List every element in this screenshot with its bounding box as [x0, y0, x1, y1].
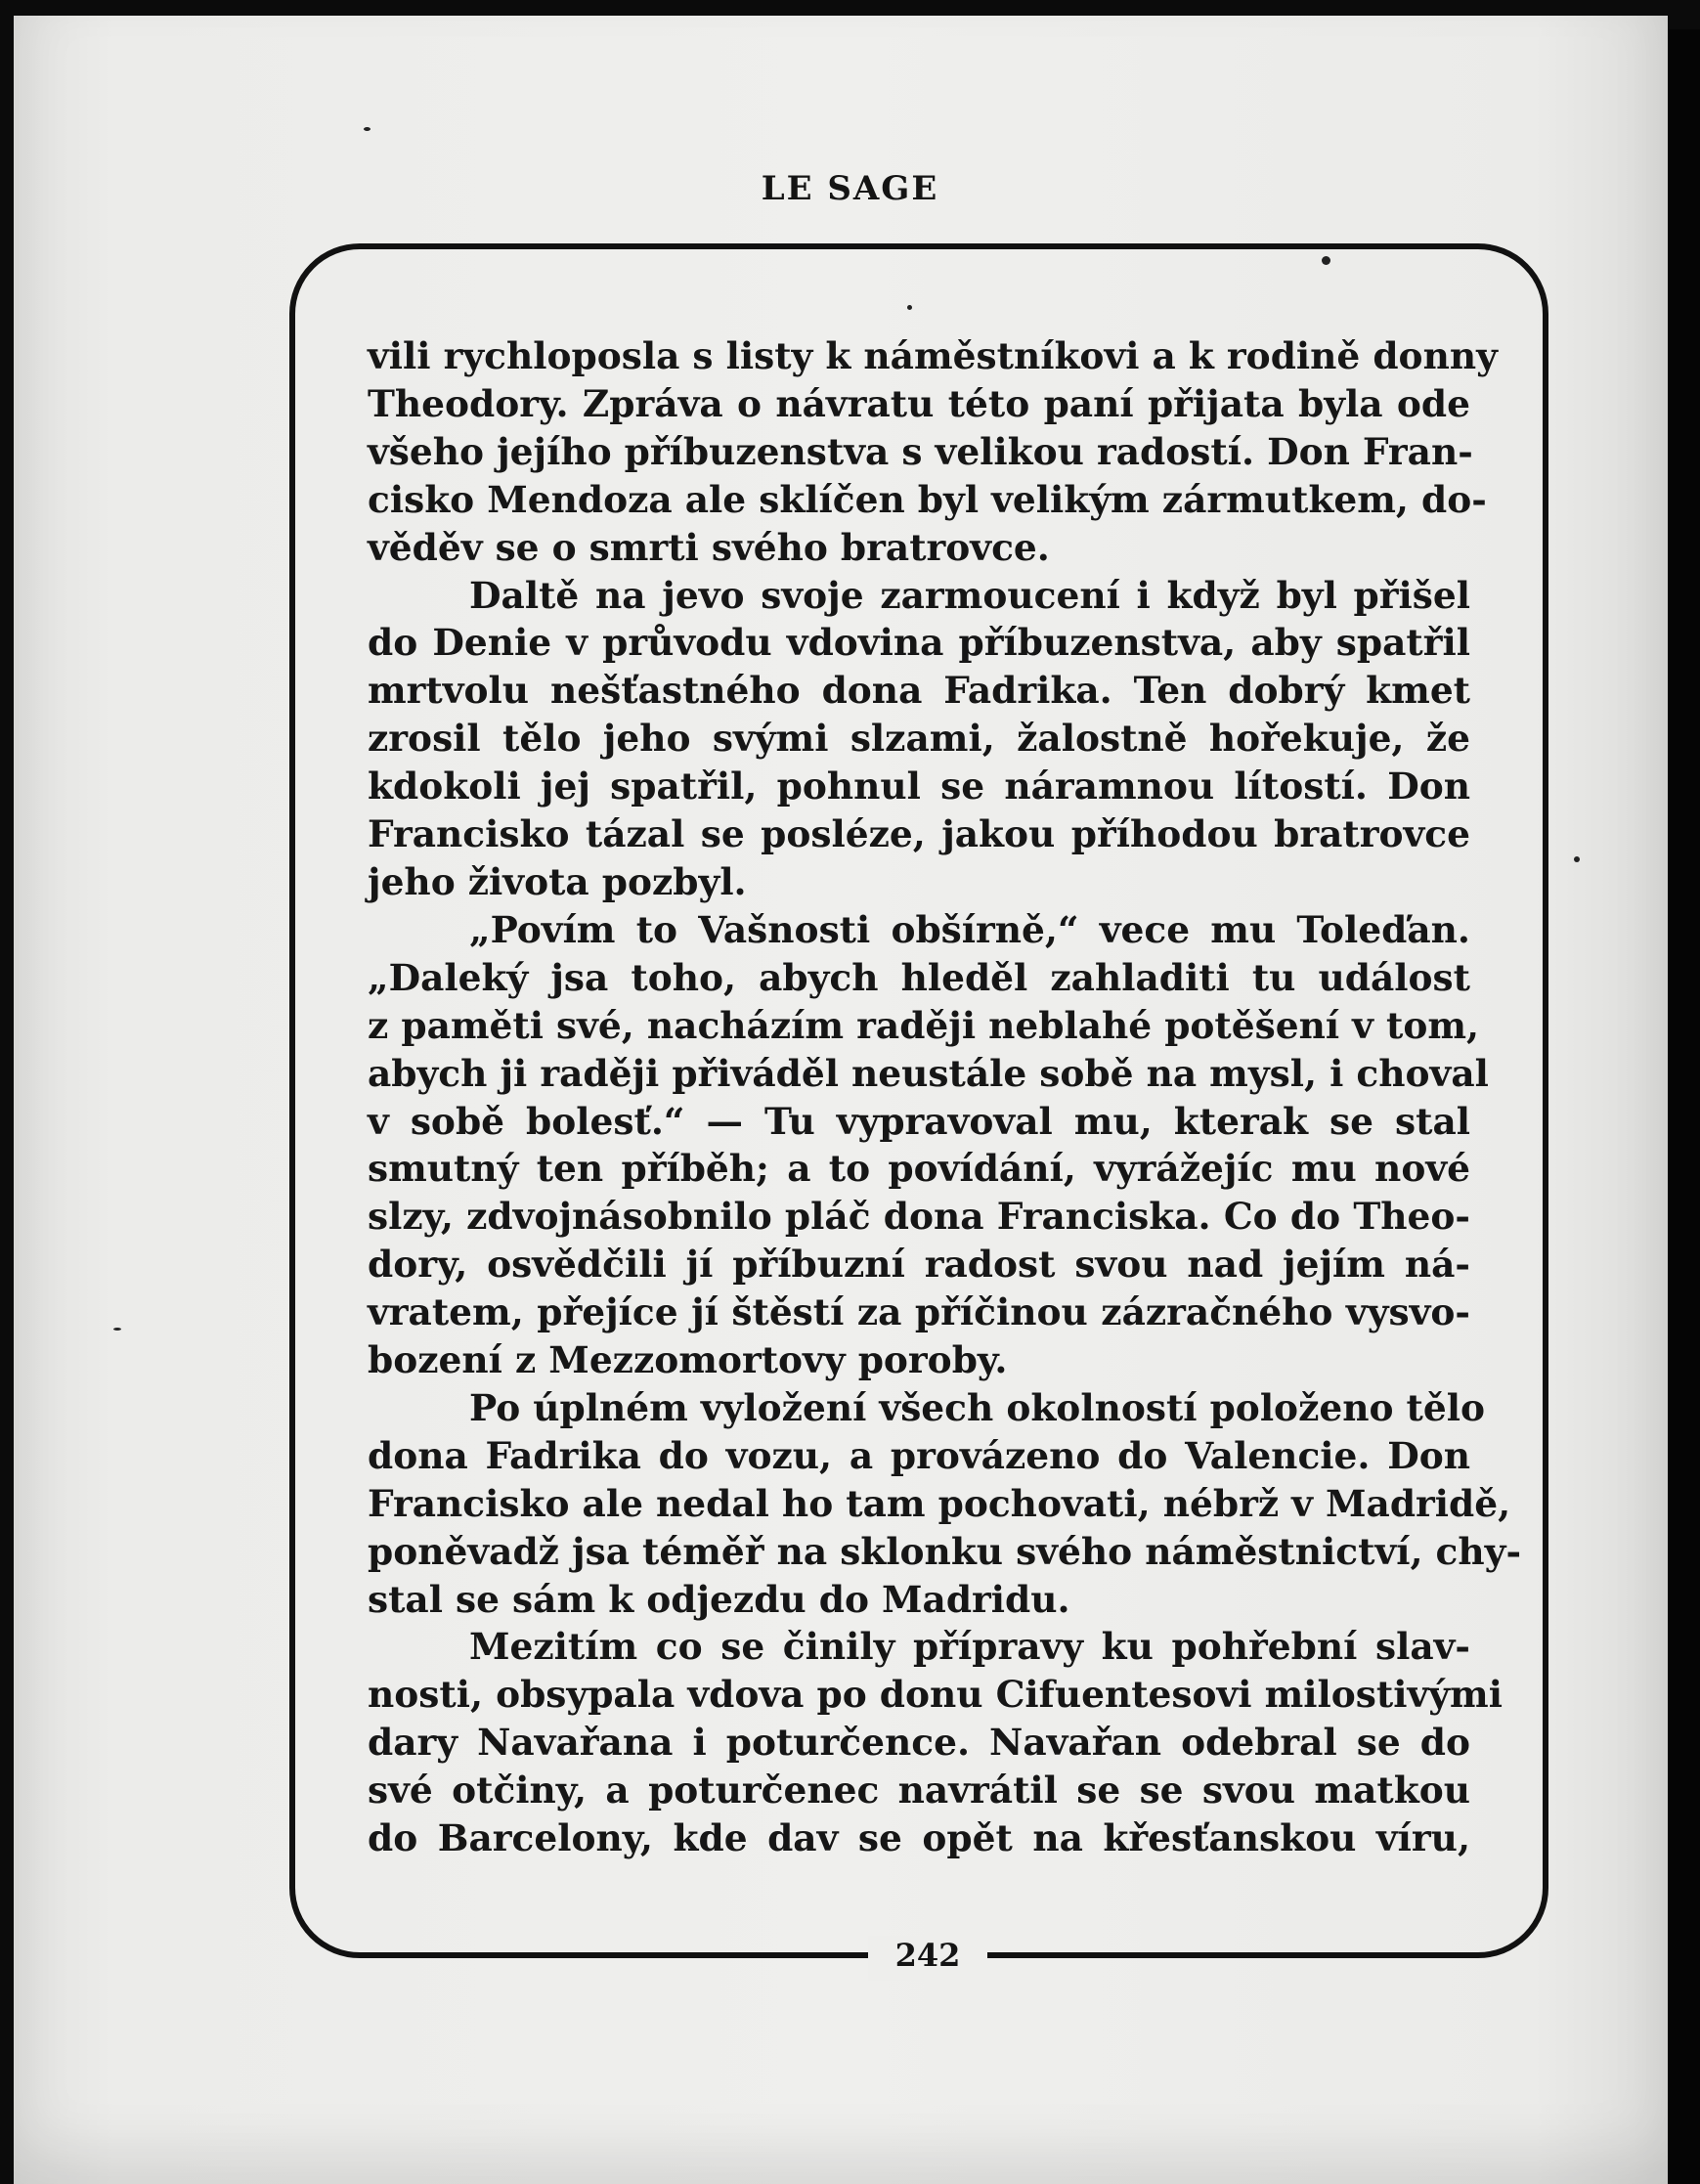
text-line: bození z Mezzomortovy poroby.	[368, 1338, 1008, 1382]
text-line: abych ji raději přiváděl neustále sobě na mysl, i choval	[368, 1051, 1489, 1095]
text-line: věděv se o smrti svého bratrovce.	[368, 525, 1050, 569]
text-line: jeho života pozbyl.	[368, 859, 747, 903]
text-line: vratem, přejíce jí štěstí za příčinou zázračného vysvo-	[368, 1290, 1470, 1334]
text-line: Po úplném vyložení všech okolností položeno tělo	[469, 1385, 1485, 1429]
text-line: do Denie v průvodu vdovina příbuzenstva, aby spatřil	[368, 621, 1470, 665]
page-number: 242	[894, 1937, 961, 1974]
running-head: LE SAGE	[761, 169, 939, 208]
text-line: dona Fadrika do vozu, a provázeno do Valencie. Don	[368, 1433, 1470, 1477]
text-line: z paměti své, nacházím raději neblahé potěšení v tom,	[368, 1003, 1480, 1047]
text-line: Theodory. Zpráva o návratu této paní přijata byla ode	[368, 381, 1470, 425]
text-line: „Povím to Vašnosti obšírně,“ vece mu Toleďan.	[469, 907, 1470, 951]
text-line: Mezitím co se činily přípravy ku pohřební slav-	[469, 1625, 1470, 1669]
dust-speck	[907, 305, 912, 310]
text-line: stal se sám k odjezdu do Madridu.	[368, 1577, 1070, 1621]
text-line: nosti, obsypala vdova po donu Cifuentesovi milostivými	[368, 1673, 1503, 1717]
text-line: mrtvolu nešťastného dona Fadrika. Ten dobrý kmet	[368, 669, 1470, 713]
text-line: své otčiny, a poturčenec navrátil se se svou matkou	[368, 1769, 1470, 1813]
body-text	[368, 332, 1522, 1862]
text-line: dory, osvědčili jí příbuzní radost svou nad jejím ná-	[368, 1243, 1470, 1287]
text-line: Daltě na jevo svoje zarmoucení i když byl přišel	[469, 573, 1470, 617]
text-line: slzy, zdvojnásobnilo pláč dona Franciska. Co do Theo-	[368, 1195, 1470, 1239]
text-line: poněvadž jsa téměř na sklonku svého náměstnictví, chy-	[368, 1529, 1522, 1573]
text-line: kdokoli jej spatřil, pohnul se náramnou lítostí. Don	[368, 764, 1470, 808]
text-line: Francisko tázal se posléze, jakou příhodou bratrovce	[368, 812, 1470, 856]
scan-edge-shadow	[1668, 29, 1700, 2184]
text-line: všeho jejího příbuzenstva s velikou radostí. Don Fran-	[368, 429, 1473, 473]
text-line: cisko Mendoza ale sklíčen byl velikým zármutkem, do-	[368, 477, 1487, 521]
text-line: „Daleký jsa toho, abych hleděl zahladiti tu událost	[368, 955, 1470, 999]
text-line: zrosil tělo jeho svými slzami, žalostně hořekuje, že	[368, 717, 1470, 761]
dust-speck	[1574, 856, 1580, 862]
text-line: dary Navařana i poturčence. Navařan odebral se do	[368, 1721, 1470, 1765]
dust-speck	[364, 127, 371, 131]
text-line: Francisko ale nedal ho tam pochovati, nébrž v Madridě,	[368, 1481, 1511, 1525]
text-line: v sobě bolesť.“ — Tu vypravoval mu, kterak se stal	[368, 1099, 1470, 1143]
text-line: smutný ten příběh; a to povídání, vyrážejíc mu nové	[368, 1147, 1470, 1191]
dust-speck	[1322, 256, 1330, 265]
text-line: do Barcelony, kde dav se opět na křesťanskou víru,	[368, 1816, 1470, 1860]
dust-speck	[113, 1328, 121, 1331]
text-line: vili rychloposla s listy k náměstníkovi a k rodině donny	[368, 334, 1498, 377]
